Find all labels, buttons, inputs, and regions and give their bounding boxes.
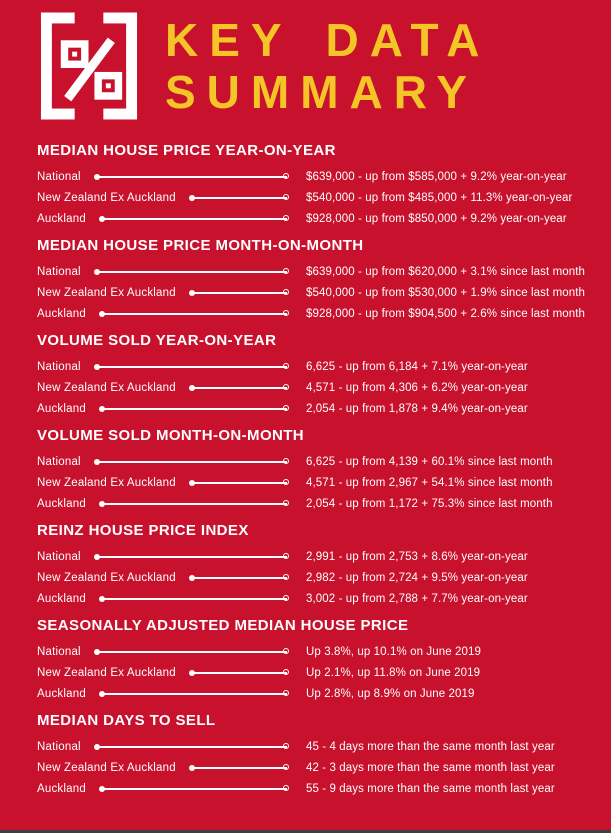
leader-line <box>95 271 287 273</box>
row-label: Auckland <box>37 497 86 510</box>
row-value: 2,982 - up from 2,724 + 9.5% year-on-year <box>306 571 528 584</box>
row-value: 6,625 - up from 6,184 + 7.1% year-on-year <box>306 360 528 373</box>
row-label: New Zealand Ex Auckland <box>37 761 176 774</box>
row-value: Up 2.1%, up 11.8% on June 2019 <box>306 666 481 679</box>
leader-start-dot <box>189 195 195 201</box>
row-left <box>37 403 292 415</box>
data-row <box>37 166 595 187</box>
leader-start-dot <box>99 596 105 602</box>
section-title: MEDIAN DAYS TO SELL <box>37 712 216 729</box>
page-title <box>165 14 490 118</box>
row-left <box>37 593 292 605</box>
row-left <box>37 361 292 373</box>
row-left <box>37 762 292 774</box>
section-title: MEDIAN HOUSE PRICE MONTH-ON-MONTH <box>37 237 364 254</box>
row-value: $540,000 - up from $530,000 + 1.9% since last month <box>306 286 586 299</box>
row-label: Auckland <box>37 687 86 700</box>
section-title: MEDIAN HOUSE PRICE YEAR-ON-YEAR <box>37 142 336 159</box>
data-section <box>37 237 595 324</box>
leader-start-dot <box>189 670 195 676</box>
leader-end-ring <box>283 289 290 296</box>
leader-end-ring <box>283 574 290 581</box>
row-value: Up 2.8%, up 8.9% on June 2019 <box>306 687 475 700</box>
leader-end-ring <box>283 405 290 412</box>
leader-end-ring <box>283 690 290 697</box>
row-label: Auckland <box>37 307 86 320</box>
leader-end-ring <box>283 194 290 201</box>
data-row <box>37 588 595 609</box>
row-left <box>37 287 292 299</box>
leader-start-dot <box>99 786 105 792</box>
leader-start-dot <box>94 459 100 465</box>
data-section <box>37 427 595 514</box>
data-section <box>37 617 595 704</box>
leader-line <box>95 746 287 748</box>
row-left <box>37 213 292 225</box>
data-row <box>37 377 595 398</box>
data-row <box>37 778 595 799</box>
leader-start-dot <box>189 385 195 391</box>
row-left <box>37 266 292 278</box>
leader-end-ring <box>283 648 290 655</box>
row-label: New Zealand Ex Auckland <box>37 381 176 394</box>
row-value: 42 - 3 days more than the same month last year <box>306 761 555 774</box>
leader-start-dot <box>189 575 195 581</box>
row-value: $928,000 - up from $850,000 + 9.2% year-on-year <box>306 212 567 225</box>
leader-start-dot <box>94 744 100 750</box>
row-left <box>37 688 292 700</box>
row-label: National <box>37 360 81 373</box>
row-value: 55 - 9 days more than the same month last year <box>306 782 555 795</box>
data-row <box>37 757 595 778</box>
data-section <box>37 712 595 799</box>
row-label: New Zealand Ex Auckland <box>37 286 176 299</box>
row-value: $639,000 - up from $620,000 + 3.1% since last month <box>306 265 586 278</box>
row-label: New Zealand Ex Auckland <box>37 191 176 204</box>
row-value: $540,000 - up from $485,000 + 11.3% year-on-year <box>306 191 573 204</box>
leader-line <box>190 577 287 579</box>
leader-end-ring <box>283 500 290 507</box>
row-value: 4,571 - up from 4,306 + 6.2% year-on-year <box>306 381 528 394</box>
row-value: 2,054 - up from 1,878 + 9.4% year-on-year <box>306 402 528 415</box>
leader-line <box>190 387 287 389</box>
leader-line <box>100 693 287 695</box>
row-left <box>37 192 292 204</box>
leader-start-dot <box>189 765 195 771</box>
row-left <box>37 646 292 658</box>
leader-start-dot <box>94 364 100 370</box>
data-row <box>37 451 595 472</box>
percent-in-brackets-icon <box>39 10 139 122</box>
leader-line <box>95 556 287 558</box>
row-label: National <box>37 455 81 468</box>
leader-line <box>100 503 287 505</box>
row-label: National <box>37 550 81 563</box>
leader-line <box>100 218 287 220</box>
sections-container <box>37 142 595 799</box>
row-label: National <box>37 645 81 658</box>
page-title-line1: KEY DATA <box>165 14 491 66</box>
leader-start-dot <box>99 216 105 222</box>
data-row <box>37 662 595 683</box>
leader-end-ring <box>283 595 290 602</box>
section-title: VOLUME SOLD YEAR-ON-YEAR <box>37 332 277 349</box>
data-row <box>37 472 595 493</box>
row-left <box>37 667 292 679</box>
row-left <box>37 477 292 489</box>
leader-end-ring <box>283 743 290 750</box>
leader-line <box>95 651 287 653</box>
data-row <box>37 493 595 514</box>
row-value: $928,000 - up from $904,500 + 2.6% since last month <box>306 307 586 320</box>
row-label: National <box>37 170 81 183</box>
leader-line <box>95 366 287 368</box>
leader-end-ring <box>283 173 290 180</box>
row-left <box>37 741 292 753</box>
data-row <box>37 398 595 419</box>
data-row <box>37 187 595 208</box>
leader-line <box>100 598 287 600</box>
leader-end-ring <box>283 268 290 275</box>
row-label: New Zealand Ex Auckland <box>37 666 176 679</box>
leader-end-ring <box>283 764 290 771</box>
section-title: SEASONALLY ADJUSTED MEDIAN HOUSE PRICE <box>37 617 409 634</box>
leader-line <box>190 482 287 484</box>
leader-line <box>190 767 287 769</box>
data-row <box>37 683 595 704</box>
leader-start-dot <box>94 174 100 180</box>
leader-start-dot <box>189 290 195 296</box>
leader-line <box>100 788 287 790</box>
row-value: 3,002 - up from 2,788 + 7.7% year-on-year <box>306 592 528 605</box>
leader-end-ring <box>283 310 290 317</box>
row-label: New Zealand Ex Auckland <box>37 571 176 584</box>
row-left <box>37 456 292 468</box>
row-label: National <box>37 740 81 753</box>
page-title-line2: SUMMARY <box>165 66 478 118</box>
leader-line <box>95 461 287 463</box>
row-value: 45 - 4 days more than the same month last year <box>306 740 555 753</box>
row-left <box>37 498 292 510</box>
data-row <box>37 546 595 567</box>
leader-start-dot <box>99 691 105 697</box>
row-left <box>37 308 292 320</box>
row-left <box>37 382 292 394</box>
leader-end-ring <box>283 363 290 370</box>
row-value: 4,571 - up from 2,967 + 54.1% since last month <box>306 476 553 489</box>
data-row <box>37 567 595 588</box>
leader-line <box>100 313 287 315</box>
row-left <box>37 783 292 795</box>
row-left <box>37 171 292 183</box>
data-row <box>37 208 595 229</box>
row-label: New Zealand Ex Auckland <box>37 476 176 489</box>
leader-start-dot <box>99 501 105 507</box>
data-section <box>37 142 595 229</box>
leader-end-ring <box>283 553 290 560</box>
section-title: VOLUME SOLD MONTH-ON-MONTH <box>37 427 305 444</box>
row-label: National <box>37 265 81 278</box>
leader-end-ring <box>283 785 290 792</box>
row-left <box>37 551 292 563</box>
data-row <box>37 261 595 282</box>
leader-line <box>190 197 287 199</box>
row-value: 2,054 - up from 1,172 + 75.3% since last month <box>306 497 553 510</box>
row-label: Auckland <box>37 592 86 605</box>
section-title: REINZ HOUSE PRICE INDEX <box>37 522 249 539</box>
data-section <box>37 522 595 609</box>
row-label: Auckland <box>37 212 86 225</box>
data-section <box>37 332 595 419</box>
leader-end-ring <box>283 215 290 222</box>
row-value: 2,991 - up from 2,753 + 8.6% year-on-year <box>306 550 528 563</box>
leader-end-ring <box>283 384 290 391</box>
leader-start-dot <box>94 269 100 275</box>
row-value: $639,000 - up from $585,000 + 9.2% year-on-year <box>306 170 567 183</box>
leader-line <box>190 292 287 294</box>
leader-start-dot <box>94 554 100 560</box>
leader-line <box>95 176 287 178</box>
leader-end-ring <box>283 458 290 465</box>
data-row <box>37 303 595 324</box>
header <box>37 10 595 122</box>
row-value: Up 3.8%, up 10.1% on June 2019 <box>306 645 481 658</box>
data-row <box>37 356 595 377</box>
leader-end-ring <box>283 479 290 486</box>
leader-start-dot <box>189 480 195 486</box>
row-value: 6,625 - up from 4,139 + 60.1% since last month <box>306 455 553 468</box>
leader-start-dot <box>99 311 105 317</box>
row-label: Auckland <box>37 402 86 415</box>
leader-end-ring <box>283 669 290 676</box>
data-row <box>37 641 595 662</box>
data-row <box>37 282 595 303</box>
leader-start-dot <box>94 649 100 655</box>
data-row <box>37 736 595 757</box>
leader-start-dot <box>99 406 105 412</box>
leader-line <box>190 672 287 674</box>
row-label: Auckland <box>37 782 86 795</box>
leader-line <box>100 408 287 410</box>
row-left <box>37 572 292 584</box>
